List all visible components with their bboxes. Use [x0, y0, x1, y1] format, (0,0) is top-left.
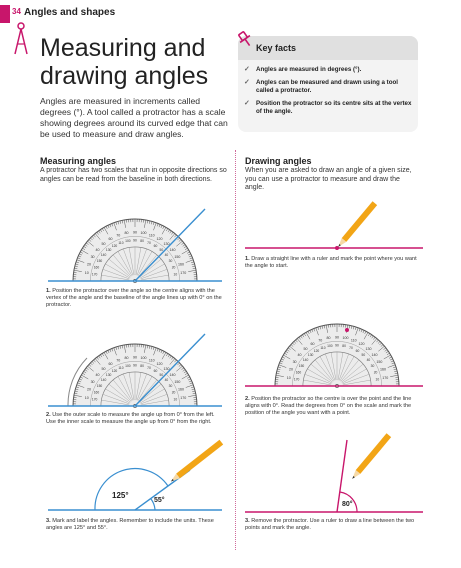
key-fact-item	[244, 79, 414, 95]
page-title	[40, 34, 230, 90]
svg-text:140: 140	[100, 253, 107, 258]
svg-text:40: 40	[164, 253, 169, 258]
svg-text:160: 160	[93, 265, 100, 270]
svg-text:140: 140	[100, 378, 107, 383]
drawing-heading: Drawing angles	[245, 156, 312, 166]
svg-text:30: 30	[168, 259, 173, 263]
column-divider	[235, 150, 236, 550]
svg-text:60: 60	[153, 368, 158, 373]
svg-text:70: 70	[318, 338, 323, 343]
svg-text:100: 100	[125, 364, 131, 369]
svg-text:60: 60	[108, 362, 113, 367]
svg-text:100: 100	[327, 344, 333, 349]
key-facts-header	[238, 36, 418, 60]
key-fact-text: Angles can be measured and drawn using a tool called a protractor.	[256, 79, 398, 94]
svg-text:10: 10	[84, 270, 89, 275]
svg-text:90: 90	[335, 343, 339, 348]
svg-text:60: 60	[310, 342, 315, 347]
pushpin-icon	[236, 30, 254, 48]
svg-text:70: 70	[116, 233, 121, 238]
svg-text:50: 50	[361, 353, 366, 358]
svg-text:30: 30	[168, 384, 173, 388]
draw-step-1: 1. Draw a straight line with a ruler and mark the point where you want the angle to start.	[245, 256, 417, 269]
svg-text:110: 110	[148, 358, 155, 363]
svg-text:40: 40	[95, 248, 100, 253]
svg-text:130: 130	[105, 248, 112, 253]
svg-text:160: 160	[295, 370, 302, 375]
svg-text:20: 20	[171, 265, 176, 270]
measure-step-1: 1. Position the protractor over the angle so the centre aligns with the vertex of the angle and the baseline of the angle lines up with 0° on the protractor.	[46, 288, 222, 308]
svg-text:90: 90	[133, 363, 137, 368]
svg-text:40: 40	[164, 378, 169, 383]
pencil-icon	[169, 440, 223, 484]
measuring-text: A protractor has two scales that run in opposite directions so angles can be read from the baseline in both directions.	[40, 167, 227, 183]
svg-text:80: 80	[124, 356, 129, 361]
draw-step-2: 2. Position the protractor so the centre is over the point and the line aligns with 0°. Read the degrees from 0° on the scale and mark the position of the angle you want with a point.	[245, 396, 412, 416]
svg-text:160: 160	[93, 390, 100, 395]
svg-text:70: 70	[349, 345, 353, 350]
check-icon: ✓	[244, 66, 250, 73]
svg-text:160: 160	[178, 387, 185, 392]
svg-text:80: 80	[342, 344, 346, 349]
svg-text:30: 30	[370, 364, 375, 368]
svg-text:150: 150	[96, 384, 103, 388]
protractor	[275, 324, 399, 388]
svg-text:130: 130	[105, 373, 112, 378]
title-line-2: drawing angles	[40, 62, 209, 90]
svg-text:110: 110	[148, 233, 155, 238]
draw-step-3: 3. Remove the protractor. Use a ruler to draw a line between the two points and mark the angle.	[245, 518, 415, 531]
svg-text:100: 100	[342, 336, 349, 341]
svg-text:90: 90	[335, 335, 339, 340]
svg-text:110: 110	[118, 365, 124, 370]
svg-text:30: 30	[90, 380, 95, 384]
svg-text:50: 50	[159, 248, 164, 253]
svg-text:50: 50	[303, 346, 308, 351]
svg-text:150: 150	[298, 364, 305, 368]
protractor-figure-2	[40, 320, 230, 410]
svg-text:110: 110	[118, 240, 124, 245]
svg-text:170: 170	[180, 270, 187, 275]
svg-text:110: 110	[320, 345, 326, 350]
key-fact-item	[244, 100, 414, 116]
svg-text:130: 130	[163, 241, 170, 246]
svg-text:10: 10	[84, 395, 89, 400]
svg-text:10: 10	[173, 272, 178, 277]
svg-text:120: 120	[358, 342, 365, 347]
label-55: 55°	[154, 497, 165, 504]
svg-text:150: 150	[174, 255, 181, 259]
svg-text:140: 140	[371, 353, 378, 358]
intro-paragraph: Angles are measured in increments called degrees (°). A tool called a protractor has a scale showing degrees around its curved edge that can be used to measure and draw angles.	[40, 96, 228, 139]
svg-text:160: 160	[178, 262, 185, 267]
key-facts-title: Key facts	[256, 43, 297, 53]
svg-text:150: 150	[376, 360, 383, 364]
svg-text:120: 120	[156, 362, 163, 367]
svg-text:40: 40	[297, 353, 302, 358]
svg-text:80: 80	[140, 364, 144, 369]
svg-text:170: 170	[180, 395, 187, 400]
svg-text:120: 120	[111, 243, 118, 248]
svg-text:170: 170	[91, 397, 98, 402]
svg-text:130: 130	[163, 366, 170, 371]
svg-text:70: 70	[147, 240, 151, 245]
draw-protractor-figure	[245, 310, 425, 390]
svg-text:150: 150	[96, 259, 103, 263]
draw-line-figure	[245, 200, 425, 255]
measuring-heading: Measuring angles	[40, 156, 117, 166]
label-125: 125°	[112, 491, 129, 500]
svg-text:80: 80	[140, 239, 144, 244]
svg-text:30: 30	[90, 255, 95, 259]
header-tab	[0, 5, 10, 23]
svg-text:170: 170	[91, 272, 98, 277]
svg-text:140: 140	[169, 248, 176, 253]
svg-text:40: 40	[366, 358, 371, 363]
svg-text:20: 20	[171, 390, 176, 395]
svg-text:60: 60	[355, 348, 360, 353]
svg-text:10: 10	[375, 377, 380, 382]
pencil-icon	[350, 433, 391, 481]
label-80: 80°	[342, 501, 353, 508]
mark-point	[345, 328, 349, 332]
svg-text:50: 50	[101, 241, 106, 246]
svg-text:70: 70	[147, 365, 151, 370]
compass-icon	[12, 20, 30, 56]
svg-text:60: 60	[108, 237, 113, 242]
svg-text:170: 170	[293, 377, 300, 382]
title-line-1: Measuring and	[40, 34, 206, 62]
svg-text:90: 90	[133, 355, 137, 360]
protractor-figure-1	[40, 195, 230, 285]
svg-text:170: 170	[382, 375, 389, 380]
svg-text:110: 110	[350, 338, 357, 343]
section-title: Angles and shapes	[24, 7, 116, 18]
svg-text:130: 130	[307, 353, 314, 358]
svg-text:140: 140	[302, 358, 309, 363]
key-fact-text: Position the protractor so its centre sits at the vertex of the angle.	[256, 100, 412, 115]
svg-text:80: 80	[124, 231, 129, 236]
svg-text:100: 100	[125, 239, 131, 244]
svg-text:70: 70	[116, 358, 121, 363]
measure-step-3: 3. Mark and label the angles. Remember to include the units. These angles are 125° and 55°.	[46, 518, 214, 531]
header-bar	[0, 0, 461, 28]
svg-text:120: 120	[156, 237, 163, 242]
check-icon: ✓	[244, 79, 250, 86]
svg-text:120: 120	[111, 368, 118, 373]
svg-text:100: 100	[140, 231, 147, 236]
drawn-angle-figure	[245, 438, 425, 516]
pencil-icon	[336, 201, 377, 249]
svg-text:80: 80	[326, 336, 331, 341]
measure-step-2: 2. Use the outer scale to measure the angle up from 0° from the left. Use the inner scale to measure the angle up from 0° from the right.	[46, 412, 215, 425]
svg-text:150: 150	[174, 380, 181, 384]
labelled-angle-figure	[40, 448, 230, 514]
svg-text:20: 20	[86, 387, 91, 392]
key-facts-list	[244, 66, 414, 121]
svg-text:60: 60	[153, 243, 158, 248]
page-number: 34	[12, 7, 21, 16]
svg-text:160: 160	[380, 367, 387, 372]
svg-text:90: 90	[133, 230, 137, 235]
svg-text:20: 20	[86, 262, 91, 267]
svg-text:50: 50	[101, 366, 106, 371]
svg-text:30: 30	[292, 360, 297, 364]
key-facts-box	[238, 36, 418, 132]
svg-text:50: 50	[159, 373, 164, 378]
svg-text:20: 20	[373, 370, 378, 375]
svg-text:40: 40	[95, 373, 100, 378]
svg-text:10: 10	[286, 375, 291, 380]
svg-text:130: 130	[365, 346, 372, 351]
svg-text:20: 20	[288, 367, 293, 372]
svg-text:90: 90	[133, 238, 137, 243]
svg-text:100: 100	[140, 356, 147, 361]
svg-text:10: 10	[173, 397, 178, 402]
svg-text:120: 120	[313, 348, 320, 353]
protractor	[73, 344, 197, 408]
check-icon: ✓	[244, 100, 250, 107]
drawing-text: When you are asked to draw an angle of a given size, you can use a protractor to measure and draw the angle.	[245, 167, 412, 191]
key-fact-item	[244, 66, 414, 74]
protractor	[73, 219, 197, 283]
svg-text:140: 140	[169, 373, 176, 378]
key-fact-text: Angles are measured in degrees (°).	[256, 66, 362, 73]
